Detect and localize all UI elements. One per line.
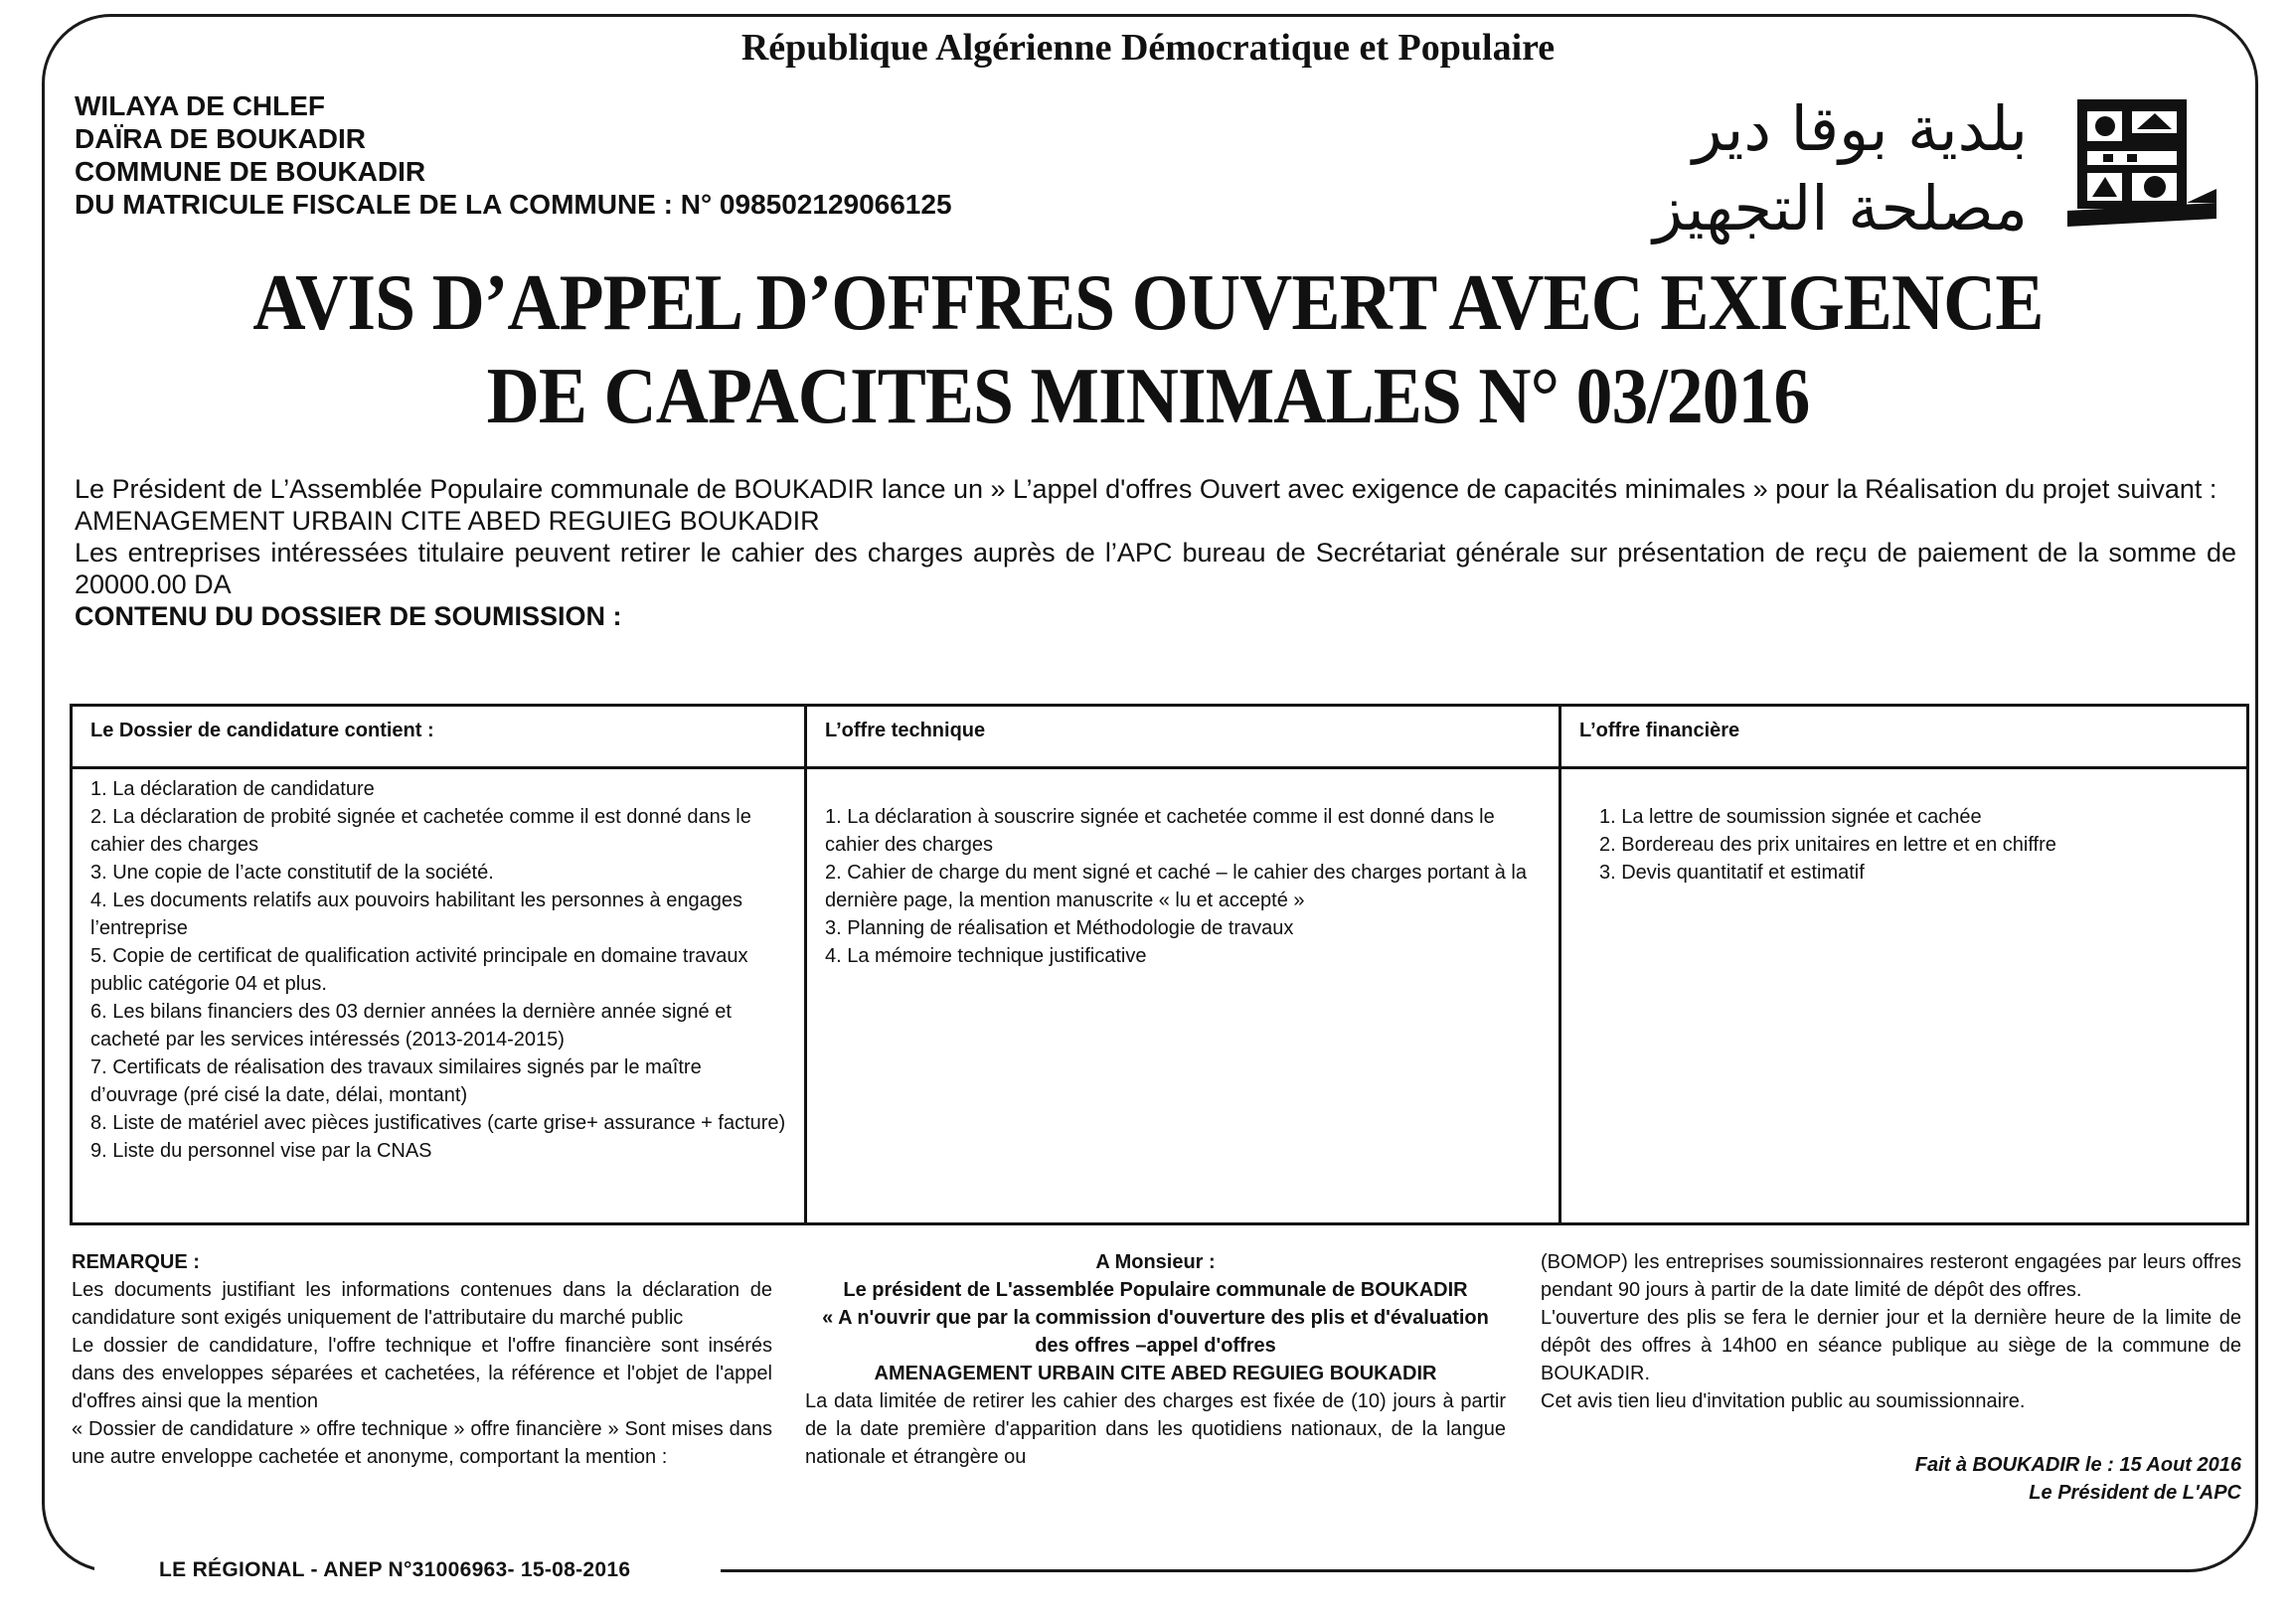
commune-line: COMMUNE DE BOUKADIR: [75, 156, 426, 187]
list-item: 3. Devis quantitatif et estimatif: [1599, 862, 1865, 884]
list-item: 6. Les bilans financiers des 03 dernier années la dernière année signé et cacheté par les services intéressés (2013-2014-2015): [90, 1001, 732, 1051]
commune-emblem-icon: [2067, 99, 2216, 227]
withdrawal-paragraph: Les entreprises intéressées titulaire peuvent retirer le cahier des charges auprès de l’APC bureau de Secrétariat générale sur présentation de reçu de paiement de la somme de 20000.00 DA: [75, 538, 2236, 599]
list-item: 5. Copie de certificat de qualification activité principale en domaine travaux public catégorie 04 et plus.: [90, 945, 748, 995]
list-item: 2. La déclaration de probité signée et cachetée comme il est donné dans le cahier des charges: [90, 806, 751, 856]
technique-list: [825, 803, 1541, 970]
deadline-paragraph: La data limitée de retirer les cahier des charges est fixée de (10) jours à partir de la date première d'apparition dans les quotidiens nationaux, de la langue nationale et étrangère ou: [805, 1390, 1506, 1468]
list-item: 2. Bordereau des prix unitaires en lettre et en chiffre: [1599, 834, 2056, 856]
candidature-cell: [72, 768, 806, 1224]
closing-paragraph: Cet avis tien lieu d'invitation public au soumissionnaire.: [1541, 1390, 2026, 1412]
envelope-addressee: Le président de L'assemblée Populaire communale de BOUKADIR: [843, 1279, 1468, 1301]
list-item: 1. La déclaration à souscrire signée et cachetée comme il est donné dans le cahier des charges: [825, 806, 1495, 856]
arabic-header: [1551, 89, 2028, 248]
arabic-commune: بلدية بوقا دير: [1692, 92, 2028, 165]
list-item: 9. Liste du personnel vise par la CNAS: [90, 1140, 432, 1162]
candidature-list: [90, 775, 786, 1165]
envelope-project: AMENAGEMENT URBAIN CITE ABED REGUIEG BOUKADIR: [874, 1363, 1437, 1384]
remarks-paragraph: « Dossier de candidature » offre technique » offre financière » Sont mises dans une autre enveloppe cachetée et anonyme, comportant la mention :: [72, 1418, 772, 1468]
remarks-column: [72, 1248, 772, 1471]
header-financiere: L’offre financière: [1560, 706, 2248, 768]
administration-block: [75, 89, 952, 221]
list-item: 8. Liste de matériel avec pièces justificatives (carte grise+ assurance + facture): [90, 1112, 786, 1134]
remarks-paragraph: Le dossier de candidature, l'offre technique et l'offre financière sont insérés dans des enveloppes séparées et cachetées, la référence et l'objet de l'appel d'offres ainsi que la mention: [72, 1335, 772, 1412]
technique-cell: [806, 768, 1560, 1224]
signature-place-date: Fait à BOUKADIR le : 15 Aout 2016: [1914, 1454, 2241, 1476]
notice-title: [91, 256, 2204, 443]
header-candidature: Le Dossier de candidature contient :: [72, 706, 806, 768]
remarks-paragraph: Les documents justifiant les informations contenues dans la déclaration de candidature sont exigés uniquement de l'attributaire du marché public: [72, 1279, 772, 1329]
closing-column: [1541, 1248, 2241, 1507]
fiscal-number-line: DU MATRICULE FISCALE DE LA COMMUNE : N° 098502129066125: [75, 189, 952, 220]
wilaya-line: WILAYA DE CHLEF: [75, 90, 326, 121]
daira-line: DAÏRA DE BOUKADIR: [75, 123, 366, 154]
envelope-column: [805, 1248, 1506, 1471]
publication-footer: LE RÉGIONAL - ANEP N°31006963- 15-08-2016: [159, 1558, 631, 1581]
list-item: 4. La mémoire technique justificative: [825, 945, 1147, 967]
section-heading: CONTENU DU DOSSIER DE SOUMISSION :: [75, 601, 622, 631]
closing-paragraph: L'ouverture des plis se fera le dernier jour et la dernière heure de la limite de dépôt des offres à 14h00 en séance publique au siège de la commune de BOUKADIR.: [1541, 1307, 2241, 1384]
envelope-instruction: « A n'ouvrir que par la commission d'ouverture des plis et d'évaluation des offres –appel d'offres: [822, 1307, 1489, 1357]
list-item: 1. La lettre de soumission signée et cachée: [1599, 806, 1982, 828]
financiere-list: [1599, 803, 2228, 887]
list-item: 7. Certificats de réalisation des travaux similaires signés par le maître d’ouvrage (pré cisé la date, délai, montant): [90, 1056, 702, 1106]
closing-paragraph: (BOMOP) les entreprises soumissionnaires resteront engagées par leurs offres pendant 90 jours à partir de la date limité de dépôt des offres.: [1541, 1251, 2241, 1301]
title-line-1: AVIS D’APPEL D’OFFRES OUVERT AVEC EXIGENCE: [252, 259, 2044, 347]
signature-title: Le Président de L'APC: [2029, 1482, 2241, 1504]
project-name: AMENAGEMENT URBAIN CITE ABED REGUIEG BOUKADIR: [75, 506, 820, 536]
republic-heading: République Algérienne Démocratique et Populaire: [740, 27, 1556, 69]
arabic-service: مصلحة التجهيز: [1653, 172, 2028, 244]
list-item: 3. Une copie de l’acte constitutif de la société.: [90, 862, 494, 884]
intro-paragraph: Le Président de L’Assemblée Populaire communale de BOUKADIR lance un » L’appel d'offres Ouvert avec exigence de capacités minimales » pour la Réalisation du projet suivant :: [75, 474, 2217, 504]
submission-table: [70, 704, 2249, 1225]
header-technique: L’offre technique: [806, 706, 1560, 768]
envelope-to: A Monsieur :: [1095, 1251, 1216, 1273]
introduction: [75, 473, 2236, 632]
remarks-heading: REMARQUE :: [72, 1251, 200, 1273]
list-item: 4. Les documents relatifs aux pouvoirs habilitant les personnes à engages l’entreprise: [90, 890, 742, 939]
list-item: 3. Planning de réalisation et Méthodologie de travaux: [825, 917, 1294, 939]
title-line-2: DE CAPACITES MINIMALES N° 03/2016: [486, 353, 1810, 440]
financiere-cell: [1560, 768, 2248, 1224]
list-item: 1. La déclaration de candidature: [90, 778, 375, 800]
list-item: 2. Cahier de charge du ment signé et caché – le cahier des charges portant à la dernière page, la mention manuscrite « lu et accepté »: [825, 862, 1527, 911]
